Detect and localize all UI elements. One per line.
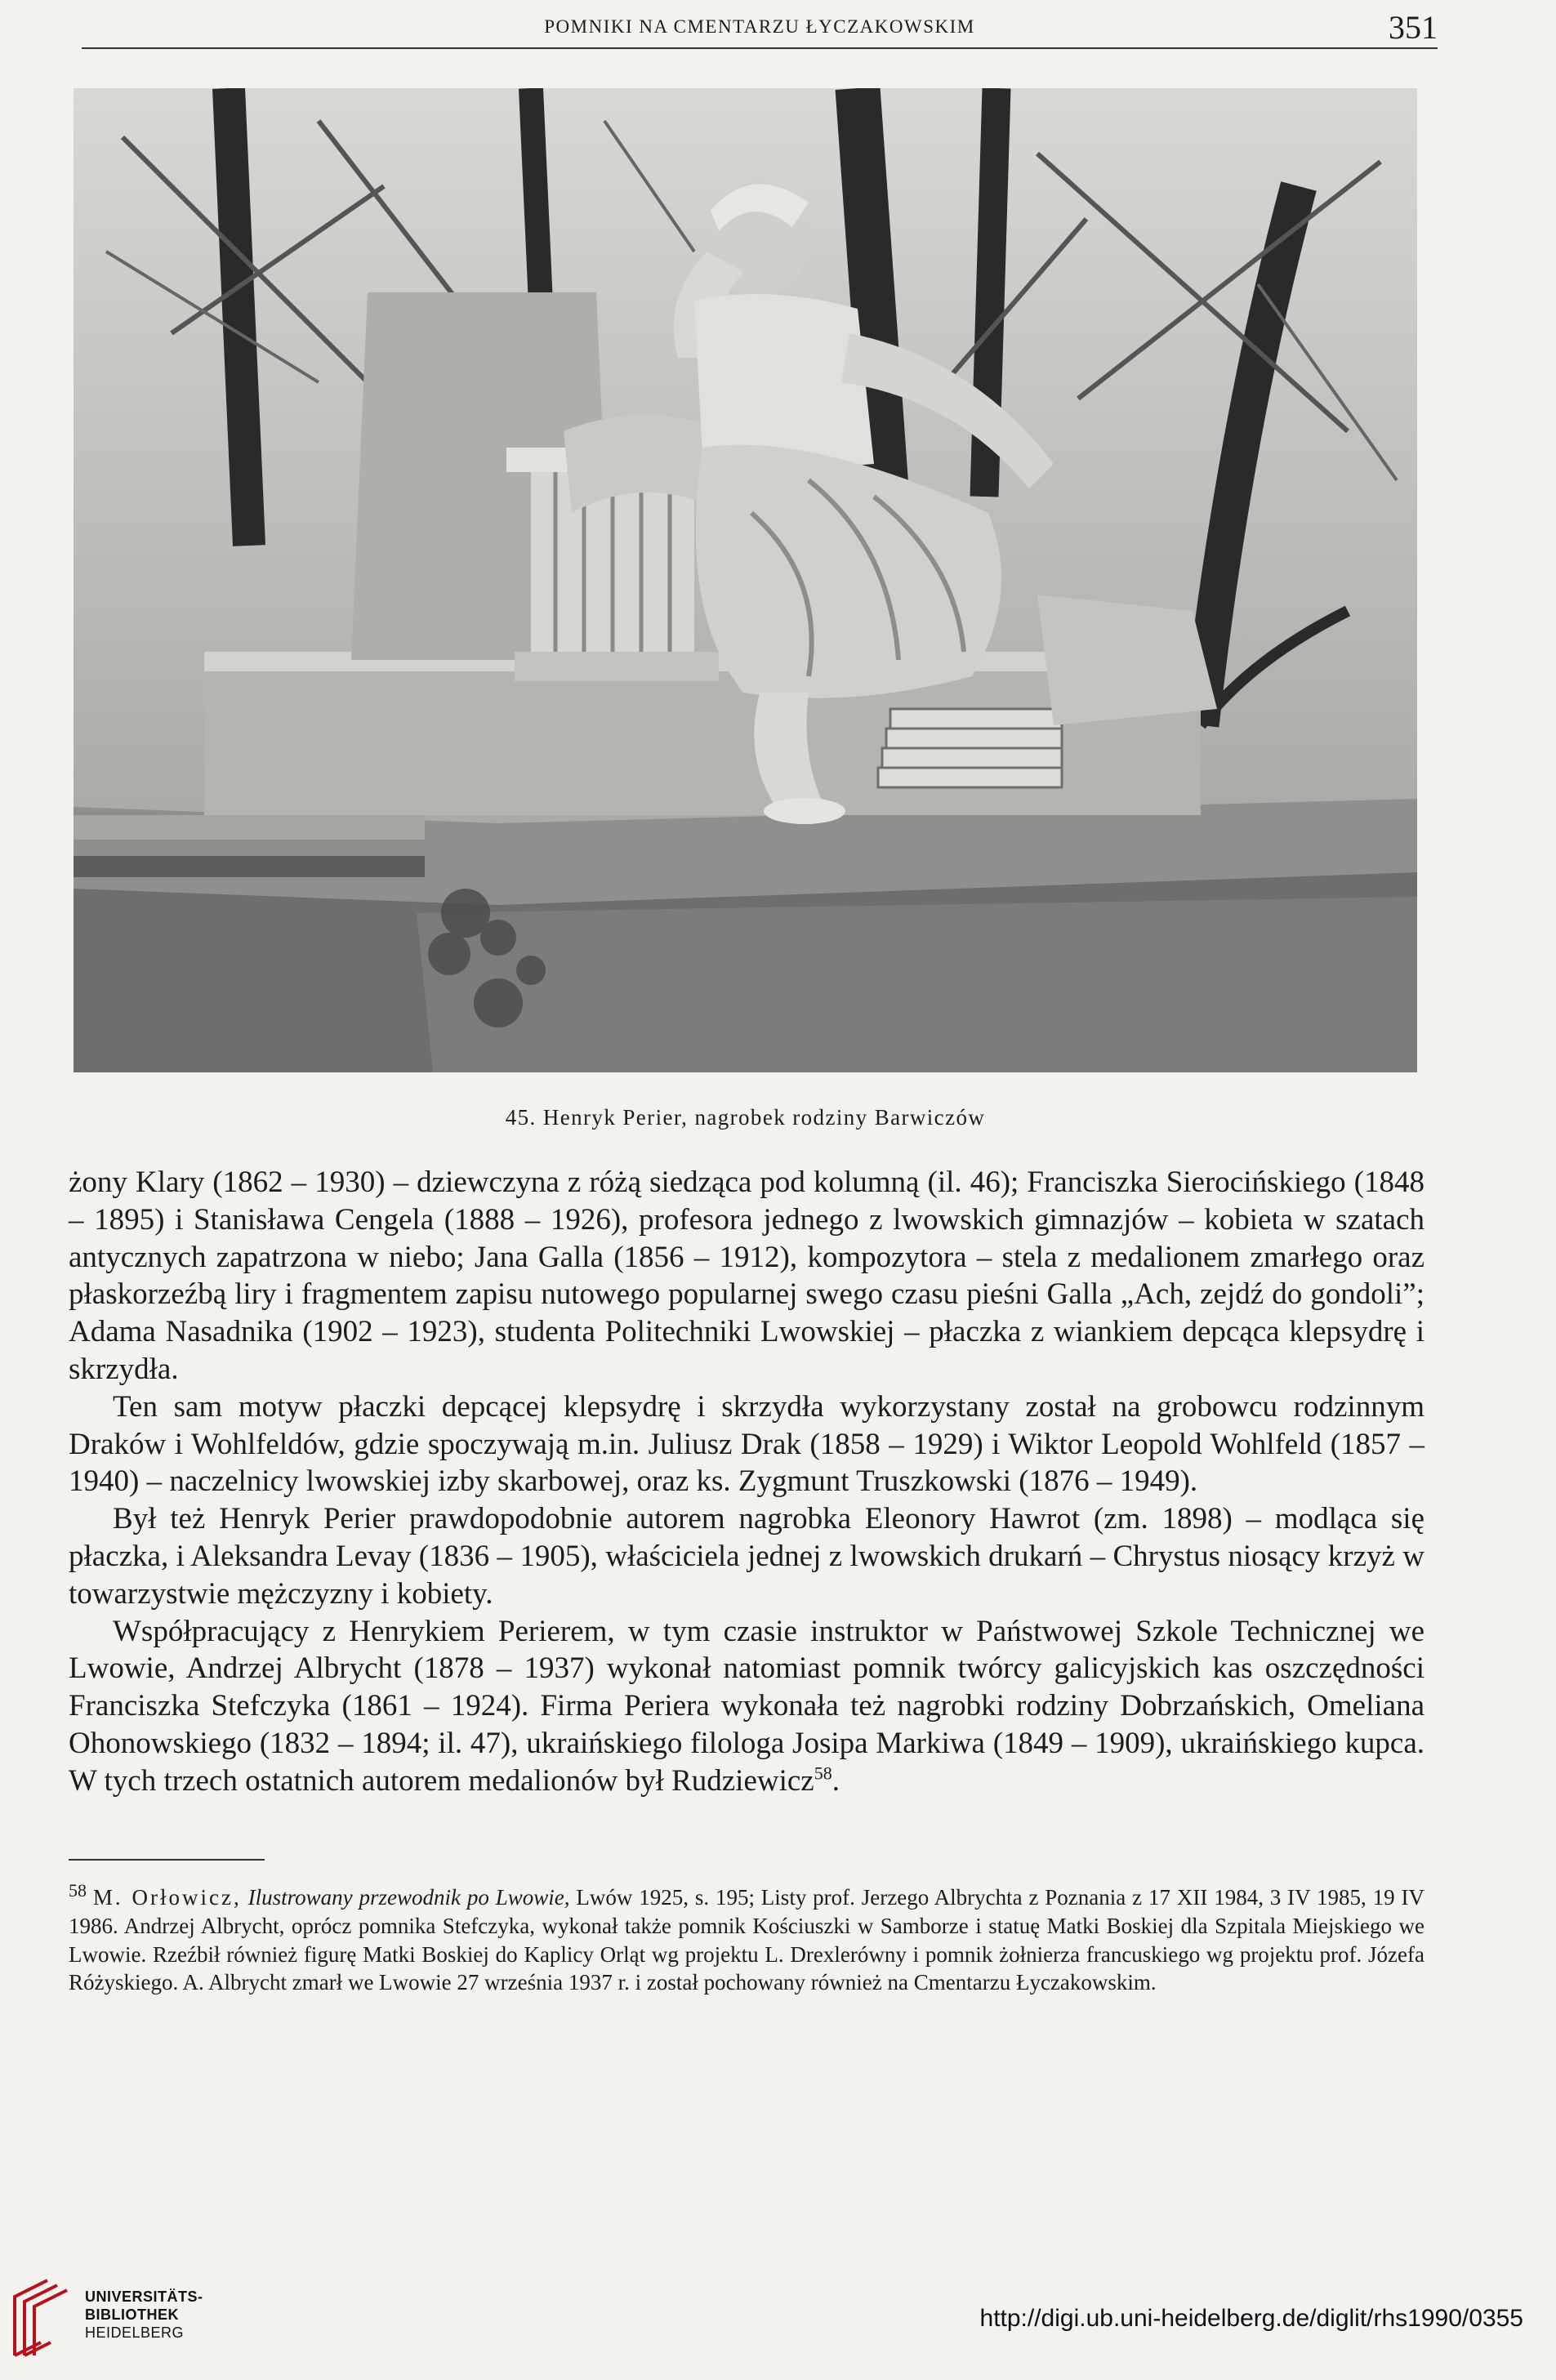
paragraph-1: żony Klary (1862 – 1930) – dziewczyna z różą siedząca pod kolumną (il. 46); Franciszka Sierocińskiego (1848 – 1895) i Stanisława Cengela (1888 – 1926), profesora jednego z lwowskich gimnazjów – kobieta w szatach antycznych zapatrzona w niebo; Jana Galla (1856 – 1912), kompozytora – stela z medalionem zmarłego oraz płaskorzeźbą liry i fragmentem zapisu nutowego popularnej swego czasu pieśni Galla „Ach, zejdź do gondoli”; Adama Nasadnika (1902 – 1923), studenta Politechniki Lwowskiej – płaczka z wiankiem depcąca klepsydrę i skrzydła. (69, 1165, 1424, 1386)
running-head: POMNIKI NA CMENTARZU ŁYCZAKOWSKIM (544, 16, 975, 37)
logo-text-line-2: BIBLIOTHEK (85, 2306, 179, 2323)
paragraph-3: Był też Henryk Perier prawdopodobnie autorem nagrobka Eleonory Hawrot (zm. 1898) – modląca się płaczka, i Aleksandra Levay (1836 – 1905), właściciela jednej z lwowskich drukarń – Chrystus niosący krzyż w towarzystwie mężczyzny i kobiety. (69, 1502, 1424, 1611)
body-text (69, 1164, 1424, 1800)
source-url-link[interactable]: http://digi.ub.uni-heidelberg.de/diglit/rhs1990/0355 (979, 2305, 1523, 2332)
header-rule (82, 47, 1438, 49)
footnotes (69, 1880, 1425, 1997)
paragraph-2: Ten sam motyw płaczki depcącej klepsydrę i skrzydła wykorzystany został na grobowcu rodzinnym Draków i Wohlfeldów, gdzie spoczywają m.in. Juliusz Drak (1858 – 1929) i Wiktor Leopold Wohlfeld (1857 – 1940) – naczelnicy lwowskiej izby skarbowej, oraz ks. Zygmunt Truszkowski (1876 – 1949). (69, 1389, 1424, 1499)
tomb-photograph-drawing (74, 88, 1417, 1072)
logo-text-line-3: HEIDELBERG (85, 2324, 185, 2341)
library-logo (0, 2271, 278, 2360)
page-number: 351 (1389, 9, 1438, 46)
footnote-58 (69, 1880, 1425, 1997)
footnote-reference: 58 (814, 1763, 832, 1784)
paragraph-4-text: Współpracujący z Henrykiem Perierem, w tym czasie instruktor w Państwowej Szkole Technicznej we Lwowie, Andrzej Albrycht (1878 – 1937) wykonał natomiast pomnik twórcy galicyjskich kas oszczędności Franciszka Stefczyka (1861 – 1924). Firma Periera wykonała też nagrobki rodziny Dobrzańskich, Omeliana Ohonowskiego (1832 – 1894; il. 47), ukraińskiego filologa Josipa Markiwa (1849 – 1909), ukraińskiego kupca. W tych trzech ostatnich autorem medalionów był Rudziewicz (69, 1614, 1424, 1798)
footnote-text: Lwów 1925, s. 195; Listy prof. Jerzego Albrychta z Poznania z 17 XII 1984, 3 IV 1985, 19 IV 1986. Andrzej Albrycht, oprócz pomnika Stefczyka, wykonał także pomnik Kościuszki w Samborze i statuę Matki Boskiej dla Szpitala Miejskiego we Lwowie. Rzeźbił również figurę Matki Boskiej do Kaplicy Orląt wg projektu L. Drexlerówny i pomnik żołnierza francuskiego wg projektu prof. Józefa Różyskiego. A. Albrycht zmarł we Lwowie 27 września 1937 r. i został pochowany również na Cmentarzu Łyczakowskim. (69, 1885, 1425, 1995)
footnote-rule (69, 1859, 265, 1861)
paragraph-4 (69, 1613, 1424, 1800)
ub-heidelberg-logo-icon (5, 2277, 75, 2359)
figure-caption: 45. Henryk Perier, nagrobek rodziny Barwiczów (505, 1105, 986, 1130)
footnote-number: 58 (69, 1880, 87, 1901)
paragraph-4-end: . (832, 1763, 840, 1798)
logo-text-line-1: UNIVERSITÄTS- (85, 2289, 203, 2305)
footnote-author: M. Orłowicz, (92, 1885, 242, 1910)
tomb-photograph (74, 88, 1417, 1072)
page-header (82, 8, 1438, 47)
footnote-title: Ilustrowany przewodnik po Lwowie, (247, 1885, 570, 1910)
